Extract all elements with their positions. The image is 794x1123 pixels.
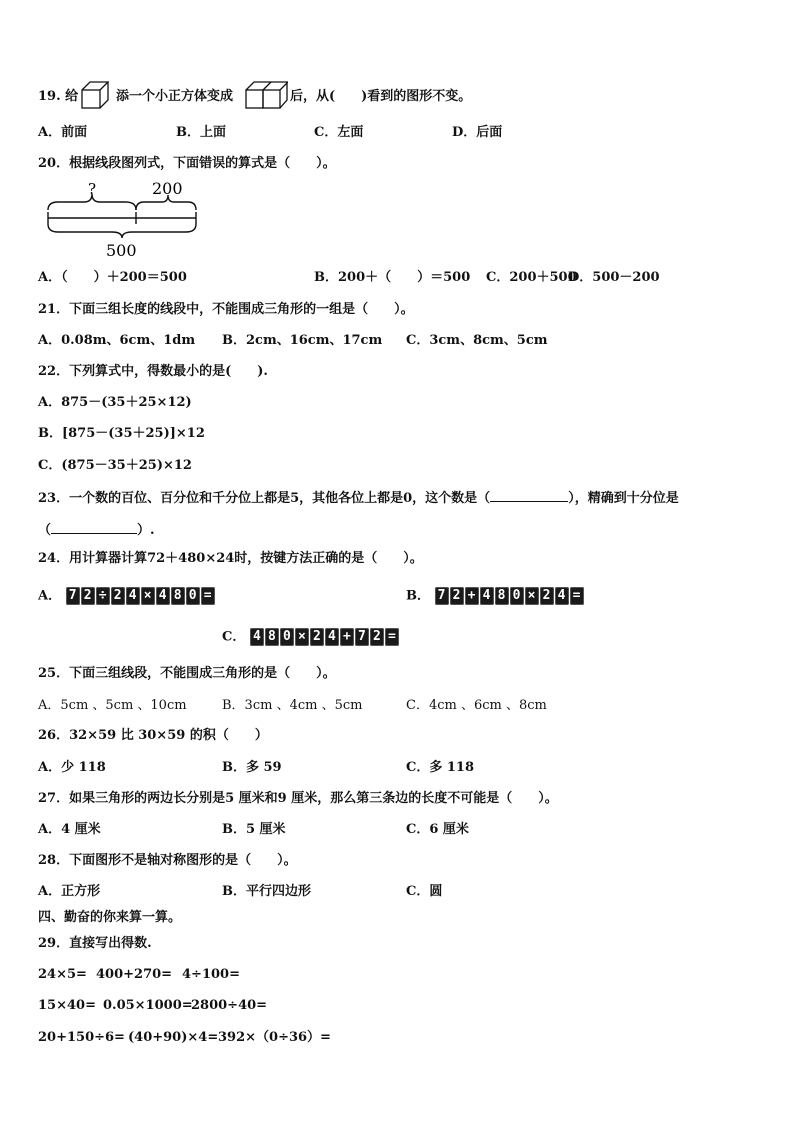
q29-r1-c3: 4÷100= bbox=[182, 967, 240, 982]
q23-stem-a: 23．一个数的百位、百分位和千分位上都是5，其他各位上都是0，这个数是（ bbox=[38, 491, 491, 506]
q29-r1-c1: 24×5= bbox=[38, 967, 87, 982]
segment-unknown-label: ? bbox=[88, 180, 97, 198]
calculator-key: 2 bbox=[111, 587, 125, 605]
calculator-key: 2 bbox=[81, 587, 95, 605]
q23-stem-b: ），精确到十分位是 bbox=[568, 491, 679, 506]
calculator-key: 8 bbox=[265, 628, 279, 646]
q27-option-a: A．4 厘米 bbox=[38, 822, 101, 837]
q24-label-b: B． bbox=[406, 588, 430, 604]
calculator-key: 2 bbox=[370, 628, 384, 646]
q24-option-b bbox=[406, 587, 584, 606]
q24-option-c bbox=[222, 628, 399, 647]
calculator-key: 2 bbox=[450, 587, 464, 605]
q19-line bbox=[38, 88, 78, 106]
q23-line2-a: （ bbox=[38, 523, 52, 538]
calculator-key: 0 bbox=[186, 587, 200, 605]
calculator-key: 4 bbox=[250, 628, 264, 646]
q19-option-c: C．左面 bbox=[314, 125, 364, 140]
calculator-keys-c bbox=[250, 628, 399, 646]
calculator-key: 0 bbox=[280, 628, 294, 646]
q19-option-b: B．上面 bbox=[176, 125, 226, 140]
calculator-key: 4 bbox=[325, 628, 339, 646]
two-cubes-figure bbox=[244, 80, 288, 110]
calculator-key: 4 bbox=[555, 587, 569, 605]
q29-stem: 29．直接写出得数. bbox=[38, 936, 152, 951]
q24-label-c: C． bbox=[222, 629, 246, 645]
calculator-key: = bbox=[570, 587, 584, 605]
q25-option-b: B．3cm 、4cm 、5cm bbox=[222, 698, 363, 713]
q28-stem: 28．下面图形不是轴对称图形的是（ ）。 bbox=[38, 853, 297, 868]
q19-option-d: D．后面 bbox=[452, 125, 503, 140]
calculator-key: × bbox=[295, 628, 309, 646]
q22-option-a: A．875－(35＋25×12) bbox=[38, 395, 192, 410]
q23-line2-b: ）. bbox=[137, 523, 155, 538]
q23-line1 bbox=[38, 487, 679, 508]
q21-option-c: C．3cm、8cm、5cm bbox=[406, 333, 548, 348]
q20-option-a: A．（ ）＋200＝500 bbox=[38, 270, 187, 285]
q26-option-c: C．多 118 bbox=[406, 760, 475, 775]
q20-option-c: C．200＋500 bbox=[486, 270, 577, 285]
q21-option-b: B．2cm、16cm、17cm bbox=[222, 333, 383, 348]
q24-stem: 24．用计算器计算72＋480×24时，按键方法正确的是（ ）。 bbox=[38, 551, 423, 566]
q25-stem: 25．下面三组线段，不能围成三角形的是（ ）。 bbox=[38, 666, 336, 681]
calculator-key: × bbox=[525, 587, 539, 605]
q20-option-b: B．200＋（ ）＝500 bbox=[314, 270, 471, 285]
calculator-key: 4 bbox=[126, 587, 140, 605]
calculator-key: 7 bbox=[435, 587, 449, 605]
q28-option-c: C．圆 bbox=[406, 884, 443, 899]
q21-stem: 21．下面三组长度的线段中，不能围成三角形的一组是（ ）。 bbox=[38, 302, 414, 317]
q26-option-b: B．多 59 bbox=[222, 760, 282, 775]
q25-option-a: A．5cm 、5cm 、10cm bbox=[38, 698, 187, 713]
calculator-key: 8 bbox=[171, 587, 185, 605]
q20-option-d: D．500－200 bbox=[568, 270, 660, 285]
q22-stem: 22．下列算式中，得数最小的是( ). bbox=[38, 364, 268, 379]
calculator-keys-a bbox=[66, 587, 215, 605]
calculator-key: 4 bbox=[156, 587, 170, 605]
q23-line2 bbox=[38, 519, 155, 540]
q29-r3-c1: 20+150÷6= bbox=[38, 1030, 125, 1045]
calculator-key: + bbox=[465, 587, 479, 605]
q22-option-b: B．[875－(35＋25)]×12 bbox=[38, 426, 205, 441]
calculator-key: 7 bbox=[66, 587, 80, 605]
q24-label-a: A． bbox=[38, 588, 62, 604]
q25-option-c: C．4cm 、6cm 、8cm bbox=[406, 698, 547, 713]
segment-200-label: 200 bbox=[152, 180, 183, 198]
q22-option-c: C．(875－35＋25)×12 bbox=[38, 458, 192, 473]
q26-option-a: A．少 118 bbox=[38, 760, 106, 775]
line-segment-diagram bbox=[44, 180, 204, 262]
q28-option-b: B．平行四边形 bbox=[222, 884, 311, 899]
segment-500-label: 500 bbox=[106, 241, 137, 260]
calculator-key: ÷ bbox=[96, 587, 110, 605]
calculator-key: + bbox=[340, 628, 354, 646]
q24-option-a bbox=[38, 587, 215, 606]
q23-answer-blank-1[interactable] bbox=[490, 487, 568, 502]
section-4-heading: 四、勤奋的你来算一算。 bbox=[38, 910, 182, 925]
calculator-key: 4 bbox=[480, 587, 494, 605]
q28-option-a: A．正方形 bbox=[38, 884, 101, 899]
q29-r2-c1: 15×40= bbox=[38, 998, 96, 1013]
q29-r3-c2: (40+90)×4= bbox=[128, 1030, 219, 1045]
q19-number: 19. bbox=[38, 89, 61, 104]
calculator-key: 8 bbox=[495, 587, 509, 605]
q19-option-a: A．前面 bbox=[38, 125, 88, 140]
q19-post: 后，从( )看到的图形不变。 bbox=[290, 89, 472, 104]
q29-r3-c3: 392×（0÷36）= bbox=[218, 1030, 331, 1045]
q20-stem: 20．根据线段图列式，下面错误的算式是（ ）。 bbox=[38, 156, 336, 171]
calculator-key: 7 bbox=[355, 628, 369, 646]
calculator-key: × bbox=[141, 587, 155, 605]
q19-mid: 添一个小正方体变成 bbox=[116, 89, 234, 104]
q19-pre: 给 bbox=[65, 89, 79, 104]
q27-stem: 27．如果三角形的两边长分别是5 厘米和9 厘米，那么第三条边的长度不可能是（ ）。 bbox=[38, 791, 558, 806]
calculator-keys-b bbox=[435, 587, 584, 605]
q27-option-b: B．5 厘米 bbox=[222, 822, 286, 837]
q21-option-a: A．0.08m、6cm、1dm bbox=[38, 333, 196, 348]
calculator-key: 2 bbox=[540, 587, 554, 605]
q29-r2-c2: 0.05×1000= bbox=[103, 998, 193, 1013]
q23-answer-blank-2[interactable] bbox=[51, 519, 137, 534]
q29-r2-c3: 2800÷40= bbox=[191, 998, 268, 1013]
q26-stem: 26．32×59 比 30×59 的积（ ） bbox=[38, 728, 268, 743]
calculator-key: = bbox=[201, 587, 215, 605]
calculator-key: 0 bbox=[510, 587, 524, 605]
calculator-key: = bbox=[385, 628, 399, 646]
q29-r1-c2: 400+270= bbox=[96, 967, 173, 982]
one-cube-figure bbox=[80, 80, 112, 110]
q27-option-c: C．6 厘米 bbox=[406, 822, 469, 837]
calculator-key: 2 bbox=[310, 628, 324, 646]
